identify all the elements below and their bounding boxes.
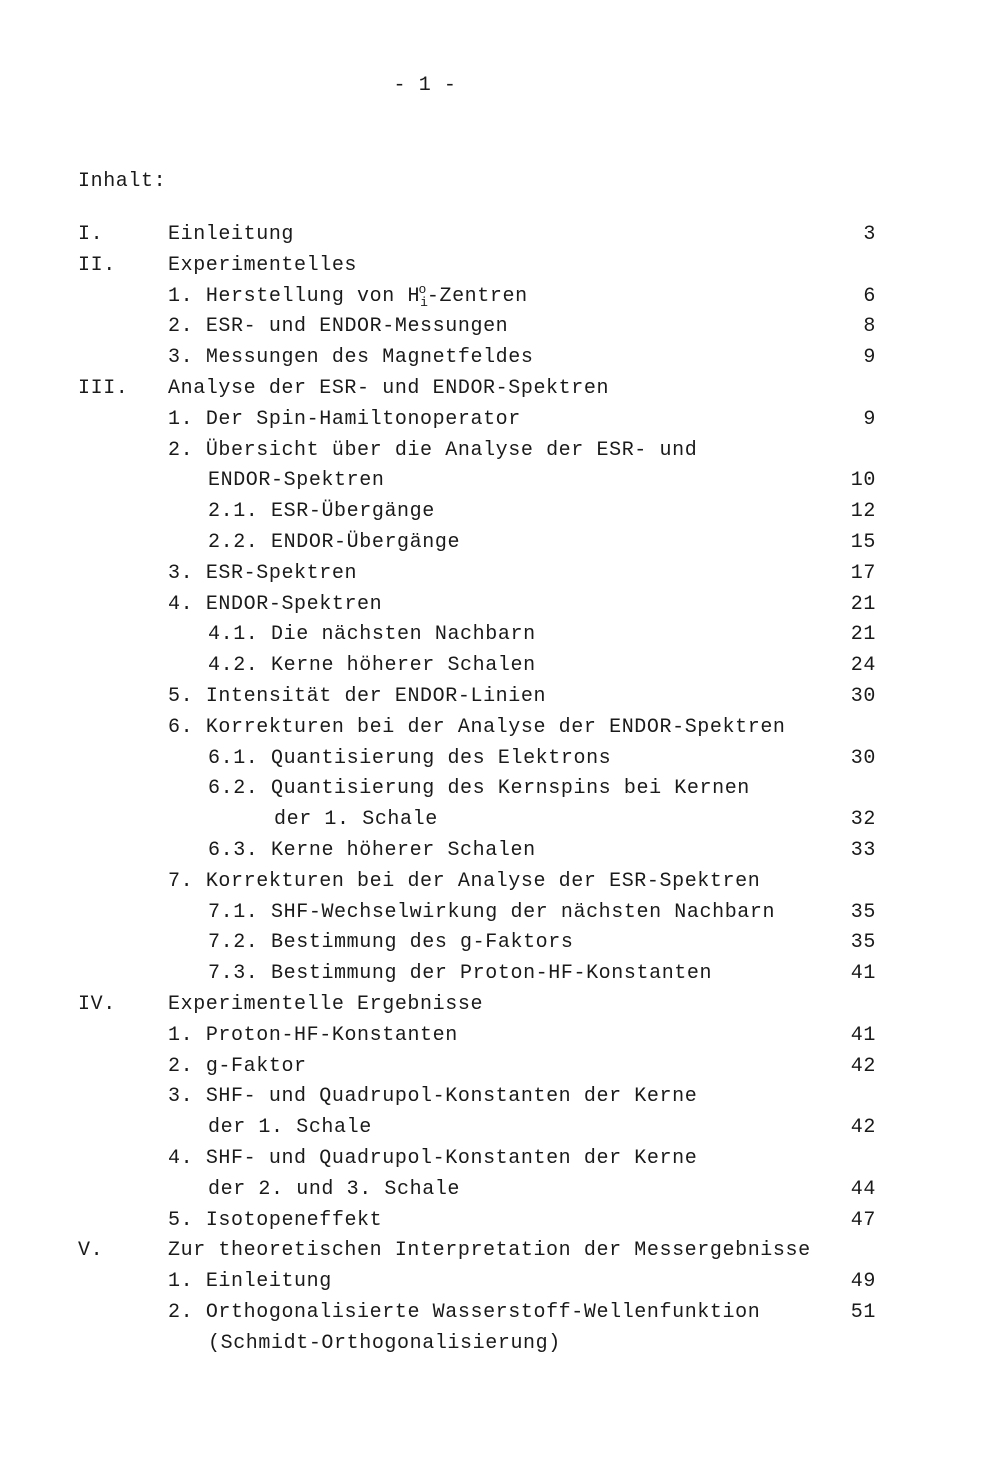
chapter-number: II. [78, 253, 116, 277]
page-ref: 41 [850, 962, 876, 986]
subsection-entry [208, 928, 573, 959]
subsection-title: Die nächsten Nachbarn [271, 623, 536, 647]
section-title-continued: (Schmidt-Orthogonalisierung) [208, 1331, 561, 1355]
page-ref: 35 [850, 931, 876, 955]
superscript: o [418, 281, 427, 297]
page-ref: 9 [863, 346, 876, 370]
toc-entry-V-1 [0, 1267, 1000, 1298]
section-entry [168, 1082, 697, 1113]
toc-entry-III-7-3 [0, 959, 1000, 990]
toc-entry-IV [0, 990, 1000, 1021]
subsection-number: 6.3. [208, 838, 259, 862]
page-ref: 30 [850, 684, 876, 708]
toc-entry-III-1 [0, 405, 1000, 436]
toc-entry-III-2-2 [0, 528, 1000, 559]
subsection-title: Bestimmung der Proton-HF-Konstanten [271, 962, 713, 986]
subsection-title: Bestimmung des g-Faktors [271, 931, 574, 955]
page-ref: 44 [850, 1177, 876, 1201]
toc-entry-III-7-1 [0, 898, 1000, 929]
section-title-continued: der 1. Schale [208, 1116, 372, 1140]
page-ref: 12 [850, 500, 876, 524]
section-number: 7. [168, 869, 194, 893]
section-number: 4. [168, 592, 194, 616]
toc-entry-III-6-3 [0, 836, 1000, 867]
page-ref: 15 [850, 530, 876, 554]
page-ref: 21 [850, 592, 876, 616]
chapter-title: Experimentelles [168, 253, 358, 277]
subsection-title: ENDOR-Übergänge [271, 530, 461, 554]
section-title: Isotopeneffekt [205, 1208, 383, 1232]
table-of-contents [0, 220, 1000, 1359]
section-title-continued: der 2. und 3. Schale [208, 1177, 461, 1201]
subsection-entry [208, 497, 435, 528]
section-entry [168, 436, 697, 467]
toc-entry-III-4 [0, 590, 1000, 621]
subsection-entry [208, 744, 611, 775]
page-ref: 32 [850, 808, 876, 832]
section-number: 1. [168, 1270, 194, 1294]
subsection-number: 4.2. [208, 654, 259, 678]
page-ref: 24 [850, 654, 876, 678]
toc-entry-III-7-2 [0, 928, 1000, 959]
subsection-title-continued: der 1. Schale [274, 808, 438, 832]
section-entry [168, 559, 357, 590]
subsection-number: 6.2. [208, 777, 259, 801]
toc-entry-V-2 [0, 1298, 1000, 1329]
page-ref: 51 [850, 1300, 876, 1324]
subsection-title: Kerne höherer Schalen [271, 838, 536, 862]
toc-entry-III-6-2 [0, 774, 1000, 805]
section-number: 3. [168, 1085, 194, 1109]
subsection-entry [208, 836, 536, 867]
toc-entry-IV-4 [0, 1144, 1000, 1175]
section-entry [168, 1267, 332, 1298]
page-ref: 41 [850, 1023, 876, 1047]
section-number: 5. [168, 1208, 194, 1232]
section-entry [168, 1144, 697, 1175]
toc-entry-IV-5 [0, 1206, 1000, 1237]
subsection-number: 2.1. [208, 500, 259, 524]
section-number: 1. [168, 284, 194, 308]
section-title-suffix: -Zentren [426, 284, 528, 308]
toc-entry-III-2 [0, 436, 1000, 467]
subsection-title: SHF-Wechselwirkung der nächsten Nachbarn [271, 900, 776, 924]
toc-entry-III-5 [0, 682, 1000, 713]
toc-entry-I [0, 220, 1000, 251]
section-title: g-Faktor [205, 1054, 307, 1078]
toc-entry-III-2-1 [0, 497, 1000, 528]
section-title: ESR- und ENDOR-Messungen [205, 315, 509, 339]
subsection-number: 7.2. [208, 931, 259, 955]
toc-heading: Inhalt: [78, 170, 167, 193]
section-number: 2. [168, 1300, 194, 1324]
section-title: Korrekturen bei der Analyse der ENDOR-Spektren [205, 715, 786, 739]
section-title: Korrekturen bei der Analyse der ESR-Spektren [205, 869, 761, 893]
section-number: 1. [168, 407, 194, 431]
section-number: 4. [168, 1146, 194, 1170]
page-ref: 33 [850, 838, 876, 862]
toc-entry-III-6 [0, 713, 1000, 744]
section-entry [168, 405, 521, 436]
section-number: 2. [168, 1054, 194, 1078]
toc-entry-III-6-2-cont [0, 805, 1000, 836]
section-number: 5. [168, 684, 194, 708]
subsection-title: ESR-Übergänge [271, 500, 435, 524]
subsection-title: Quantisierung des Kernspins bei Kernen [271, 777, 750, 801]
toc-entry-IV-3-cont [0, 1113, 1000, 1144]
toc-entry-III-2-cont [0, 466, 1000, 497]
section-title: Intensität der ENDOR-Linien [205, 684, 547, 708]
toc-entry-II [0, 251, 1000, 282]
section-entry [168, 282, 528, 314]
page-ref: 21 [850, 623, 876, 647]
page-ref: 49 [850, 1270, 876, 1294]
page-ref: 17 [850, 561, 876, 585]
section-title: SHF- und Quadrupol-Konstanten der Kerne [205, 1146, 698, 1170]
subsection-entry [208, 651, 536, 682]
section-title-prefix: Herstellung von H [205, 284, 421, 308]
chapter-title: Einleitung [168, 223, 295, 246]
section-title: Messungen des Magnetfeldes [205, 346, 534, 370]
section-entry [168, 590, 382, 621]
section-entry [168, 1298, 760, 1329]
section-number: 6. [168, 715, 194, 739]
section-number: 1. [168, 1023, 194, 1047]
section-title: Übersicht über die Analyse der ESR- und [205, 438, 698, 462]
page-ref: 10 [850, 469, 876, 493]
toc-entry-IV-2 [0, 1052, 1000, 1083]
toc-entry-V [0, 1236, 1000, 1267]
chapter-number: I. [78, 223, 104, 246]
page-number: - 1 - [393, 74, 457, 97]
section-entry [168, 312, 508, 343]
subsection-entry [208, 528, 460, 559]
section-number: 3. [168, 561, 194, 585]
page-ref: 8 [863, 315, 876, 339]
subsection-number: 7.3. [208, 962, 259, 986]
subsection-number: 6.1. [208, 746, 259, 770]
section-entry [168, 1206, 382, 1237]
section-title: ENDOR-Spektren [205, 592, 383, 616]
section-title: Orthogonalisierte Wasserstoff-Wellenfunktion [205, 1300, 761, 1324]
section-title-continued: ENDOR-Spektren [208, 469, 385, 493]
section-number: 3. [168, 346, 194, 370]
section-entry [168, 343, 533, 374]
subsection-entry [208, 774, 750, 805]
toc-entry-III-3 [0, 559, 1000, 590]
section-entry [168, 682, 546, 713]
chapter-title: Experimentelle Ergebnisse [168, 992, 484, 1016]
subsection-number: 2.2. [208, 530, 259, 554]
page-ref: 47 [850, 1208, 876, 1232]
page-ref: 35 [850, 900, 876, 924]
subsection-number: 7.1. [208, 900, 259, 924]
toc-entry-II-2 [0, 312, 1000, 343]
chapter-number: IV. [78, 992, 116, 1016]
subscript: i [420, 294, 429, 310]
section-entry [168, 1021, 458, 1052]
toc-entry-IV-4-cont [0, 1175, 1000, 1206]
toc-entry-III-4-2 [0, 651, 1000, 682]
section-title: Einleitung [205, 1270, 332, 1294]
toc-entry-IV-1 [0, 1021, 1000, 1052]
subsection-title: Quantisierung des Elektrons [271, 746, 612, 770]
page-ref: 3 [863, 223, 876, 246]
section-entry [168, 1052, 307, 1083]
section-entry [168, 713, 786, 744]
page-ref: 9 [863, 407, 876, 431]
toc-entry-III [0, 374, 1000, 405]
subsection-number: 4.1. [208, 623, 259, 647]
subsection-entry [208, 959, 712, 990]
page-ref: 42 [850, 1116, 876, 1140]
chapter-number: III. [78, 376, 129, 400]
section-title: Der Spin-Hamiltonoperator [205, 407, 521, 431]
toc-entry-IV-3 [0, 1082, 1000, 1113]
section-title: ESR-Spektren [205, 561, 358, 585]
subsection-title: Kerne höherer Schalen [271, 654, 536, 678]
chapter-number: V. [78, 1239, 104, 1263]
page-ref: 6 [863, 284, 876, 308]
page-ref: 30 [850, 746, 876, 770]
toc-entry-III-6-1 [0, 744, 1000, 775]
section-title: SHF- und Quadrupol-Konstanten der Kerne [205, 1085, 698, 1109]
page-ref: 42 [850, 1054, 876, 1078]
section-title: Proton-HF-Konstanten [205, 1023, 458, 1047]
toc-entry-II-1 [0, 282, 1000, 313]
chapter-title: Analyse der ESR- und ENDOR-Spektren [168, 376, 610, 400]
subsection-entry [208, 898, 775, 929]
toc-entry-II-3 [0, 343, 1000, 374]
section-entry [168, 867, 760, 898]
toc-entry-III-7 [0, 867, 1000, 898]
toc-entry-III-4-1 [0, 620, 1000, 651]
chapter-title: Zur theoretischen Interpretation der Messergebnisse [168, 1239, 811, 1263]
toc-entry-V-2-cont [0, 1329, 1000, 1360]
section-number: 2. [168, 438, 194, 462]
section-number: 2. [168, 315, 194, 339]
subsection-entry [208, 620, 536, 651]
